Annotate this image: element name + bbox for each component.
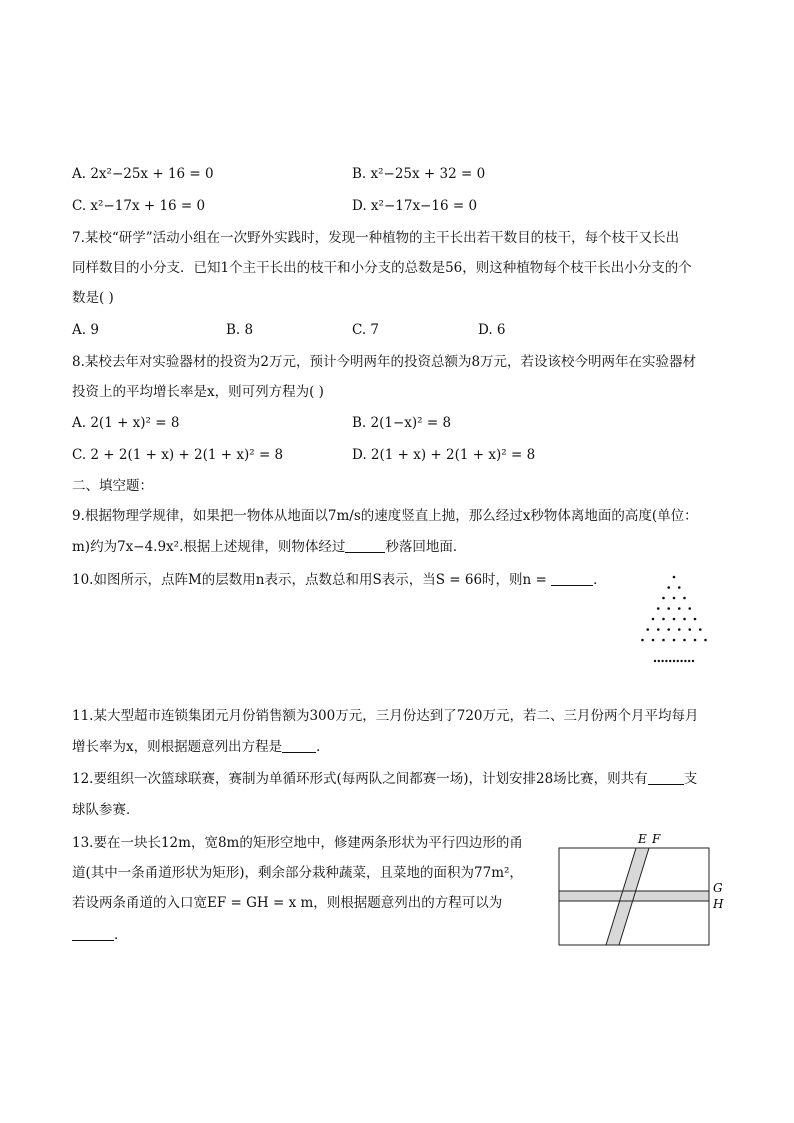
lattice-dot xyxy=(641,639,644,642)
lattice-dot xyxy=(662,639,665,642)
q9-text-after-blank: 秒落回地面． xyxy=(385,539,467,555)
lattice-dot xyxy=(692,660,694,662)
q12-text-end: 支 xyxy=(683,771,698,787)
lattice-dot xyxy=(665,660,667,662)
q7-option-b: B. 8 xyxy=(226,322,254,338)
q7-line-3: 数是( ) xyxy=(72,290,114,306)
lattice-dot xyxy=(688,660,690,662)
lattice-dot xyxy=(688,607,691,610)
lattice-dot xyxy=(673,618,676,621)
q13-line-3: 若设两条甬道的入口宽EF = GH = x m，则根据题意列出的方程可以为 xyxy=(72,895,503,911)
lattice-dot xyxy=(684,660,686,662)
lattice-dot xyxy=(683,639,686,642)
lattice-dot xyxy=(673,660,675,662)
lattice-dot xyxy=(657,607,660,610)
dot-lattice-figure xyxy=(626,572,722,668)
label-e: E xyxy=(638,832,647,846)
lattice-dot xyxy=(669,660,671,662)
q10-text-end: ． xyxy=(593,572,607,588)
q10-line xyxy=(72,570,607,590)
q8-option-d: D. 2(1 + x) + 2(1 + x)² = 8 xyxy=(352,447,536,463)
label-f: F xyxy=(652,832,661,846)
label-g: G xyxy=(713,881,723,895)
q10-text: 10.如图所示，点阵M的层数用n表示，点数总和用S表示，当S = 66时，则n = xyxy=(72,572,552,588)
q12-text: 12.要组织一次篮球联赛，赛制为单循环形式(每两队之间都赛一场)，计划安排28场比赛，则共有 xyxy=(72,771,648,787)
q6-option-b: B. x²−25x + 32 = 0 xyxy=(352,166,486,182)
q11-answer-blank[interactable] xyxy=(282,738,316,753)
q9-line-2 xyxy=(72,537,466,557)
q7-option-a: A. 9 xyxy=(72,322,99,338)
q7-line-1: 7.某校“研学”活动小组在一次野外实践时，发现一种植物的主干长出若干数目的枝干，每个枝干又长出 xyxy=(72,230,680,246)
q8-option-b: B. 2(1−x)² = 8 xyxy=(352,415,452,431)
lattice-dot xyxy=(667,628,670,631)
q13-line-4 xyxy=(72,925,128,945)
lattice-dot xyxy=(678,628,681,631)
q8-option-c: C. 2 + 2(1 + x) + 2(1 + x)² = 8 xyxy=(72,447,284,463)
field-roads-figure xyxy=(550,826,730,950)
lattice-dot xyxy=(662,597,665,600)
q8-option-a: A. 2(1 + x)² = 8 xyxy=(72,415,180,431)
q6-option-d: D. x²−17x−16 = 0 xyxy=(352,198,478,214)
q12-line-1 xyxy=(72,769,697,789)
q12-answer-blank[interactable] xyxy=(648,770,684,785)
lattice-dot xyxy=(646,628,649,631)
lattice-dot xyxy=(662,618,665,621)
q7-option-c: C. 7 xyxy=(352,322,380,338)
q13-line-1: 13.要在一块长12m，宽8m的矩形空地中，修建两条形状为平行四边形的甬 xyxy=(72,835,523,851)
lattice-dot xyxy=(678,607,681,610)
lattice-dot xyxy=(704,639,707,642)
lattice-dot xyxy=(657,628,660,631)
q6-option-c: C. x²−17x + 16 = 0 xyxy=(72,198,206,214)
q11-text: 增长率为x，则根据题意列出方程是 xyxy=(72,739,283,755)
lattice-dot xyxy=(699,628,702,631)
q11-line-1: 11.某大型超市连锁集团元月份销售额为300万元，三月份达到了720万元，若二、三月份两个月平均每月 xyxy=(72,708,699,724)
lattice-dot xyxy=(678,586,681,589)
q7-option-d: D. 6 xyxy=(478,322,506,338)
lattice-dot xyxy=(683,597,686,600)
lattice-dot xyxy=(673,576,676,579)
q9-line-1: 9.根据物理学规律，如果把一物体从地面以7m/s的速度竖直上抛，那么经过x秒物体离地面的高度(单位： xyxy=(72,508,698,524)
lattice-dot xyxy=(683,618,686,621)
lattice-dot xyxy=(680,660,682,662)
q8-line-2: 投资上的平均增长率是x，则可列方程为( ) xyxy=(72,384,324,400)
q13-text-end: ． xyxy=(114,927,128,943)
lattice-dot xyxy=(667,607,670,610)
q9-answer-blank[interactable] xyxy=(345,538,385,553)
lattice-dot xyxy=(654,660,656,662)
lattice-dot xyxy=(688,628,691,631)
lattice-dot xyxy=(673,639,676,642)
lattice-dot xyxy=(667,586,670,589)
q13-line-2: 道(其中一条甬道形状为矩形)，剩余部分栽种蔬菜，且菜地的面积为77m²， xyxy=(72,865,523,881)
q11-line-2 xyxy=(72,737,330,757)
lattice-dot xyxy=(658,660,660,662)
q12-line-2: 球队参赛． xyxy=(72,802,140,818)
q6-option-a: A. 2x²−25x + 16 = 0 xyxy=(72,166,214,182)
lattice-dot xyxy=(661,660,663,662)
lattice-dot xyxy=(677,660,679,662)
q11-text-end: ． xyxy=(316,739,330,755)
lattice-dot xyxy=(652,618,655,621)
lattice-dot xyxy=(694,618,697,621)
q8-line-1: 8.某校去年对实验器材的投资为2万元，预计今明两年的投资总额为8万元，若设该校今明两年在实验器材 xyxy=(72,354,697,370)
q9-text-before-blank: m)约为7x−4.9x².根据上述规律，则物体经过 xyxy=(72,539,346,555)
lattice-dot xyxy=(652,639,655,642)
q13-answer-blank[interactable] xyxy=(72,926,114,941)
q7-line-2: 同样数目的小分支．已知1个主干长出的枝干和小分支的总数是56，则这种植物每个枝干长出小分支的个 xyxy=(72,260,692,276)
q10-answer-blank[interactable] xyxy=(551,571,593,586)
label-h: H xyxy=(713,897,724,911)
section-heading-fill-in: 二、填空题： xyxy=(72,478,153,494)
lattice-dot xyxy=(673,597,676,600)
lattice-dot xyxy=(694,639,697,642)
